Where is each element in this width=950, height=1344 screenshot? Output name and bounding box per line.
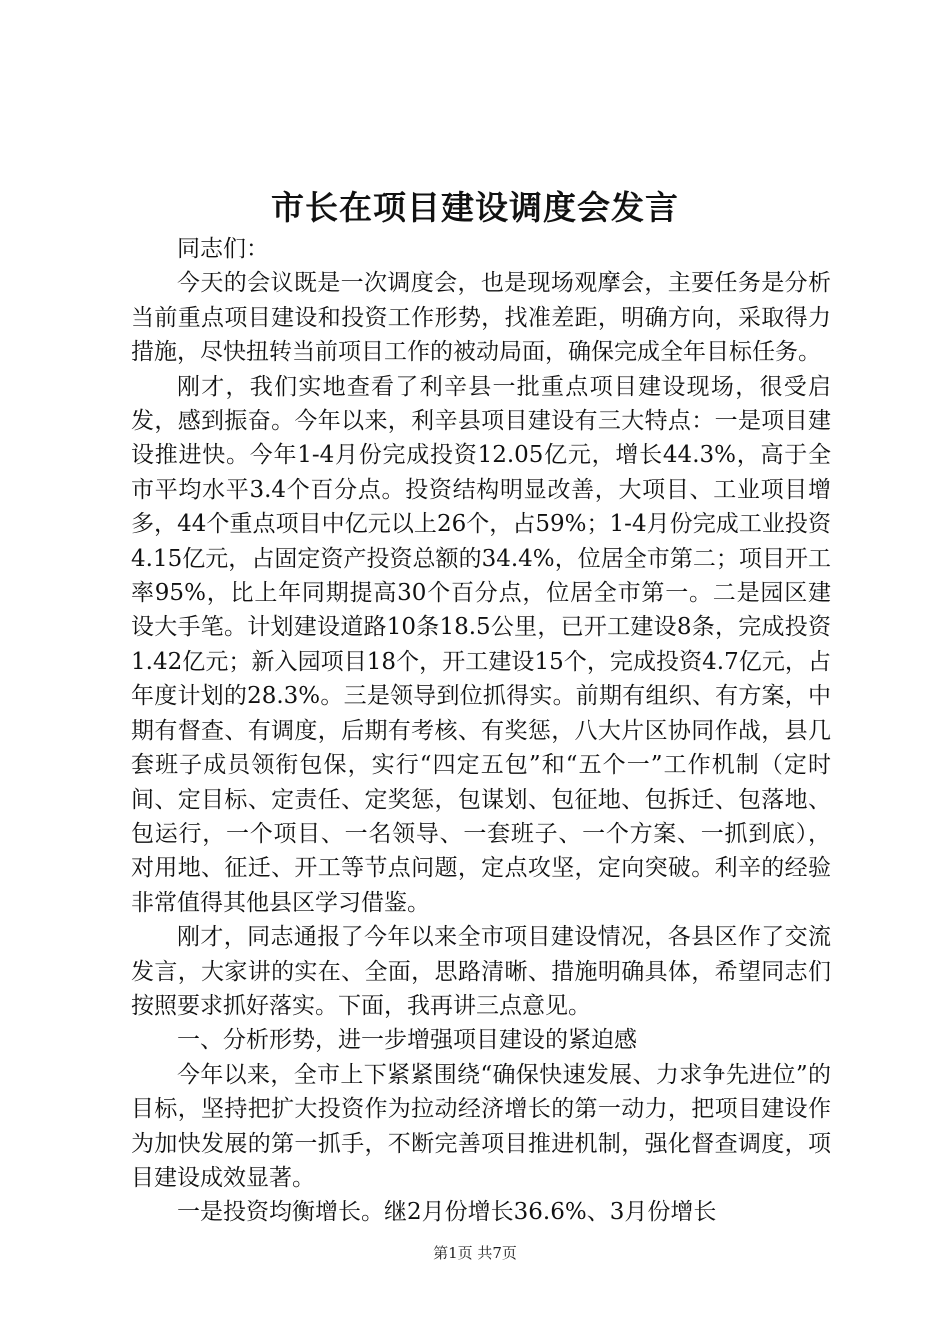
body-paragraph: 刚才，同志通报了今年以来全市项目建设情况，各县区作了交流发言，大家讲的实在、全面，思路清晰、措施明确具体，希望同志们按照要求抓好落实。下面，我再讲三点意见。 bbox=[131, 924, 831, 1019]
document-body bbox=[131, 232, 831, 1230]
body-paragraph: 今年以来，全市上下紧紧围绕“确保快速发展、力求争先进位”的目标，坚持把扩大投资作为拉动经济增长的第一动力，把项目建设作为加快发展的第一抓手，不断完善项目推进机制，强化督查调度，项目建设成效显著。 bbox=[131, 1061, 831, 1191]
document-title: 市长在项目建设调度会发言 bbox=[271, 188, 679, 227]
section-heading: 一、分析形势，进一步增强项目建设的紧迫感 bbox=[177, 1027, 637, 1054]
body-paragraph: 一是投资均衡增长。继2月份增长36.6%、3月份增长 bbox=[177, 1199, 717, 1226]
page-number-footer: 第1页 共7页 bbox=[433, 1244, 517, 1262]
body-paragraph: 刚才，我们实地查看了利辛县一批重点项目建设现场，很受启发，感到振奋。今年以来，利辛县项目建设有三大特点：一是项目建设推进快。今年1-4月份完成投资12.05亿元，增长44.3%，高于全市平均水平3.4个百分点。投资结构明显改善，大项目、工业项目增多，44个重点项目中亿元以上26个，占59%；1-4月份完成工业投资4.15亿元，占固定资产投资总额的34.4%，位居全市第二；项目开工率95%，比上年同期提高30个百分点，位居全市第一。二是园区建设大手笔。计划建设道路10条18.5公里，已开工建设8条，完成投资1.42亿元；新入园项目18个，开工建设15个，完成投资4.7亿元，占年度计划的28.3%。三是领导到位抓得实。前期有组织、有方案，中期有督查、有调度，后期有考核、有奖惩，八大片区协同作战，县几套班子成员领衔包保，实行“四定五包”和“五个一”工作机制（定时间、定目标、定责任、定奖惩，包谋划、包征地、包拆迁、包落地、包运行，一个项目、一名领导、一套班子、一个方案、一抓到底），对用地、征迁、开工等节点问题，定点攻坚，定向突破。利辛的经验非常值得其他县区学习借鉴。 bbox=[131, 373, 831, 916]
body-paragraph: 今天的会议既是一次调度会，也是现场观摩会，主要任务是分析当前重点项目建设和投资工作形势，找准差距，明确方向，采取得力措施，尽快扭转当前项目工作的被动局面，确保完成全年目标任务。 bbox=[131, 270, 831, 366]
salutation-paragraph: 同志们： bbox=[177, 236, 269, 262]
